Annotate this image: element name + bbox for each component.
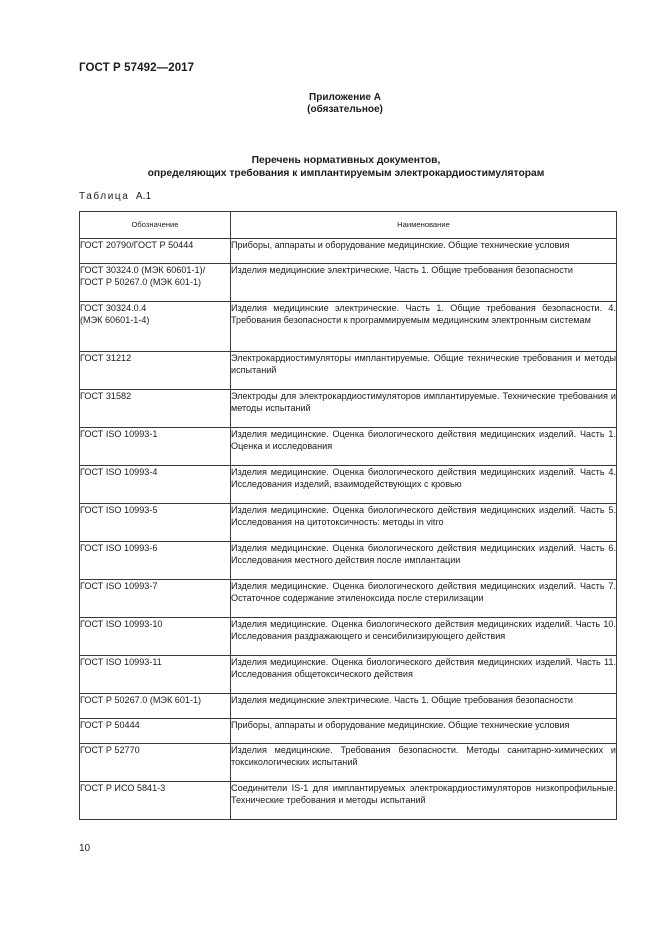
designation-line: ГОСТ ISO 10993-5 [80,505,158,515]
row-designation [80,264,231,302]
designation-line: ГОСТ Р 50444 [80,720,140,730]
row-designation [80,428,231,466]
row-designation [80,618,231,656]
designation-line: ГОСТ ISO 10993-4 [80,467,158,477]
row-designation [80,302,231,352]
table-row [80,302,617,352]
column-header-name: Наименование [231,212,617,239]
row-designation [80,580,231,618]
page-number: 10 [79,843,91,854]
row-name: Изделия медицинские. Требования безопасности. Методы санитарно-химических и токсикологических испытаний [231,744,617,782]
table-row [80,239,617,264]
row-name: Изделия медицинские. Оценка биологического действия медицинских изделий. Часть 4. Исследования изделий, взаимодействующих с кровью [231,466,617,504]
row-name: Изделия медицинские. Оценка биологического действия медицинских изделий. Часть 5. Исследования на цитотоксичность: методы in vitro [231,504,617,542]
list-title-line-2: определяющих требования к имплантируемым электрокардиостимуляторам [147,168,545,179]
row-name: Приборы, аппараты и оборудование медицинские. Общие технические условия [231,239,617,264]
row-designation [80,466,231,504]
designation-line: ГОСТ ISO 10993-10 [80,619,163,629]
table-row [80,618,617,656]
row-designation [80,504,231,542]
table-body [80,239,617,820]
row-designation [80,390,231,428]
table-row [80,428,617,466]
table-row [80,694,617,719]
row-name: Изделия медицинские электрические. Часть 1. Общие требования безопасности [231,694,617,719]
row-designation [80,782,231,820]
table-row [80,390,617,428]
table-header-row [80,212,617,239]
row-name: Электроды для электрокардиостимуляторов имплантируемые. Технические требования и методы испытаний [231,390,617,428]
row-name: Изделия медицинские. Оценка биологического действия медицинских изделий. Часть 1. Оценка и исследования [231,428,617,466]
designation-line: ГОСТ 30324.0 (МЭК 60601-1)/ [80,265,206,275]
designation-line: ГОСТ ISO 10993-6 [80,543,158,553]
row-name: Изделия медицинские. Оценка биологического действия медицинских изделий. Часть 10. Исследования раздражающего и сенсибилизирующего действия [231,618,617,656]
table-caption-word: Таблица [79,191,130,202]
row-name: Изделия медицинские. Оценка биологического действия медицинских изделий. Часть 7. Остаточное содержание этиленоксида после стерилизации [231,580,617,618]
table-caption-number: А.1 [135,191,152,202]
list-title [0,154,661,180]
list-title-line-1: Перечень нормативных документов, [251,155,441,166]
row-designation [80,239,231,264]
designation-line: ГОСТ Р 52770 [80,745,140,755]
table-row [80,264,617,302]
table-caption [79,191,151,202]
row-name: Изделия медицинские. Оценка биологического действия медицинских изделий. Часть 6. Исследования местного действия после имплантации [231,542,617,580]
table-row [80,466,617,504]
appendix-heading [0,92,661,116]
designation-line: ГОСТ ISO 10993-7 [80,581,158,591]
row-designation [80,694,231,719]
table-row [80,352,617,390]
table-row [80,719,617,744]
designation-line: ГОСТ 30324.0.4 [80,303,147,313]
designation-line: ГОСТ 31212 [80,353,132,363]
appendix-title: Приложение А [309,92,381,103]
row-designation [80,744,231,782]
designation-line: ГОСТ Р 50267.0 (МЭК 601-1) [80,695,202,705]
designation-line: ГОСТ Р ИСО 5841-3 [80,783,166,793]
designation-line: ГОСТ ISO 10993-1 [80,429,158,439]
appendix-status: (обязательное) [307,104,383,115]
column-header-designation: Обозначение [80,212,231,239]
table-row [80,504,617,542]
row-name: Электрокардиостимуляторы имплантируемые. Общие технические требования и методы испытаний [231,352,617,390]
designation-line: ГОСТ ISO 10993-11 [80,657,162,667]
row-name: Изделия медицинские электрические. Часть 1. Общие требования безопасности [231,264,617,302]
row-name: Соединители IS-1 для имплантируемых электрокардиостимуляторов низкопрофильные. Технические требования и методы испытаний [231,782,617,820]
designation-line: ГОСТ Р 50267.0 (МЭК 601-1) [80,277,202,288]
row-name: Изделия медицинские электрические. Часть 1. Общие требования безопасности. 4. Требования безопасности к программируемым медицинским электронным системам [231,302,617,352]
table-row [80,542,617,580]
document-code: ГОСТ Р 57492—2017 [79,62,195,74]
row-designation [80,542,231,580]
designation-line: ГОСТ 31582 [80,391,132,401]
row-designation [80,719,231,744]
designation-line: ГОСТ 20790/ГОСТ Р 50444 [80,240,194,250]
table-row [80,656,617,694]
row-designation [80,352,231,390]
row-designation [80,656,231,694]
standards-table [79,211,617,820]
table-row [80,782,617,820]
row-name: Приборы, аппараты и оборудование медицинские. Общие технические условия [231,719,617,744]
table-row [80,580,617,618]
designation-line: (МЭК 60601-1-4) [80,315,150,326]
row-name: Изделия медицинские. Оценка биологического действия медицинских изделий. Часть 11. Исследования общетоксического действия [231,656,617,694]
table-row [80,744,617,782]
